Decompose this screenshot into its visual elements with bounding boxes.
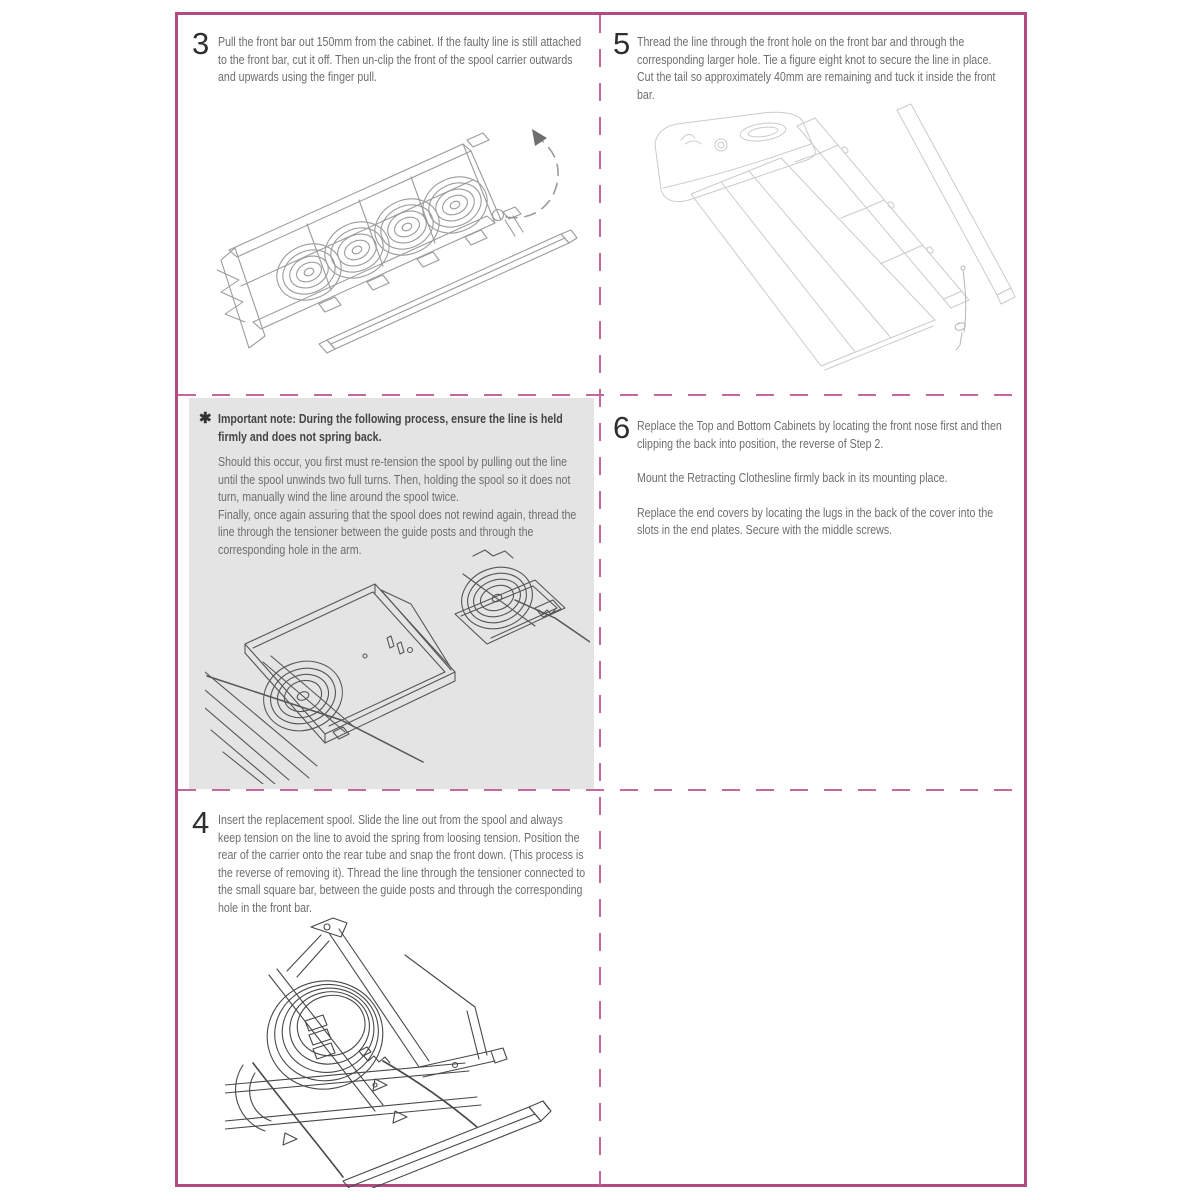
pull-direction-arrow-path: [506, 140, 558, 218]
brand-logo-squiggle: [681, 134, 701, 144]
note-body-paragraph-1: Should this occur, you first must re-tension the spool by pulling out the line until the spool unwinds two full turns. Then, holding the spool so it does not turn, manually wind the line around the spool twice.: [218, 455, 571, 504]
spools: [268, 167, 496, 312]
panel-step-6: [600, 395, 1030, 790]
note-body-paragraph-2: Finally, once again assuring that the spool does not rewind again, thread the line through the tensioner between the guide posts and through the corresponding hole in the arm.: [218, 507, 577, 557]
step-4-illustration: [225, 915, 595, 1188]
step-6-text: [637, 418, 1007, 557]
panel-step-4: [175, 790, 598, 1188]
arrow-up-icon: [532, 129, 547, 146]
panel-important-note: [175, 395, 600, 790]
note-body: [218, 454, 588, 559]
ground-lines: [205, 672, 317, 784]
panel-step-3: [175, 12, 600, 394]
step-3-text: Pull the front bar out 150mm from the cabinet. If the faulty line is still attached to the front bar, cut it off. Then un-clip the front of the spool carrier outwards and upwards using the finger pull.: [218, 35, 582, 84]
front-bar: [319, 207, 577, 353]
rear-frame: [795, 104, 1015, 308]
closed-cabinet: [655, 112, 815, 201]
rear-rails: [225, 1063, 481, 1146]
threaded-line: [383, 1061, 477, 1127]
spring-coil-lines: [217, 270, 245, 322]
step-3-illustration: [215, 100, 590, 390]
step-5-number: 5: [613, 26, 631, 61]
note-illustration: [205, 546, 590, 784]
line-with-figure-eight-knot: [955, 266, 966, 350]
replacement-spool: [257, 969, 393, 1111]
step-5-text: Thread the line through the front hole on the front bar and through the corresponding larger hole. Tie a figure eight knot to secure the line in place. Cut the tail so approximately 40mm are remaining and tuck it inside the front bar.: [637, 35, 996, 102]
step-4-text: Insert the replacement spool. Slide the line out from the spool and always keep tension on the line to avoid the spring from loosing tension. Position the rear of the carrier onto the rear tube and snap the front down. (This process is the reverse of removing it). Thread the line through the tensioner connected to the small square bar, between the guide posts and through the corresponding hole in the front bar.: [218, 813, 586, 915]
asterisk-marker-icon: ✱: [199, 410, 212, 427]
step-6-paragraph-2: Mount the Retracting Clothesline firmly back in its mounting place.: [637, 471, 948, 485]
step-6-paragraph-1: Replace the Top and Bottom Cabinets by locating the front nose first and then clipping the back into position, the reverse of Step 2.: [637, 419, 1002, 451]
step-6-number: 6: [613, 410, 631, 445]
step-5-illustration: [645, 100, 1020, 390]
panel-empty: [600, 790, 1030, 1188]
tension-line-right: [515, 600, 590, 642]
note-gray-background: [189, 398, 594, 789]
panel-step-5: [600, 12, 1030, 394]
finger-pull-icon: [493, 210, 504, 221]
step-4-number: 4: [192, 805, 210, 840]
note-heading: Important note: During the following process, ensure the line is held firmly and does not spring back.: [218, 412, 563, 444]
step-6-paragraph-3: Replace the end covers by locating the lugs in the back of the cover into the slots in the end plates. Secure with the middle screws.: [637, 505, 994, 537]
cover-sheet: [691, 158, 935, 370]
figure-eight-knot-icon: [955, 323, 965, 330]
step-3-number: 3: [192, 26, 210, 61]
front-bar: [343, 1101, 551, 1188]
mounted-carrier-frame: [245, 584, 455, 743]
detached-carrier: [453, 550, 565, 644]
second-line: [253, 1063, 343, 1177]
